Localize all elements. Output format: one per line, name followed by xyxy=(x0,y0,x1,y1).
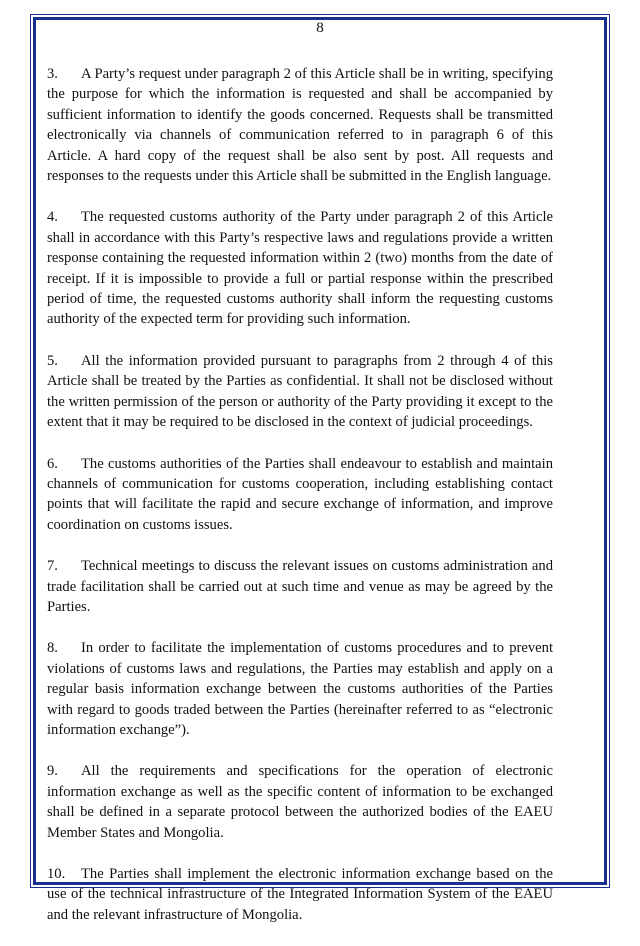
paragraph-text: All the requirements and specifications for the operation of electronic information exchange as well as the specific content of information to be exchanged shall be defined in a separate protocol between the authorized bodies of the EAEU Member States and Mongolia. xyxy=(47,763,553,841)
paragraph-number: 7. xyxy=(47,558,58,575)
paragraph-number: 5. xyxy=(47,352,58,369)
paragraph-text: The requested customs authority of the Party under paragraph 2 of this Article shall in accordance with this Party’s respective laws and regulations provide a written response containing the requested information within 2 (two) months from the date of receipt. If it is impossible to provide a full or partial response within the prescribed period of time, the requested customs authority shall inform the requesting customs authority of the expected term for providing such information. xyxy=(47,209,553,328)
paragraph-number: 8. xyxy=(47,640,58,657)
paragraph-number: 6. xyxy=(47,455,58,472)
paragraph-number: 4. xyxy=(47,209,58,226)
paragraph-8 xyxy=(47,638,553,740)
paragraph-7 xyxy=(47,556,553,617)
paragraph-text: All the information provided pursuant to paragraphs from 2 through 4 of this Article shall be treated by the Parties as confidential. It shall not be disclosed without the written permission of the person or authority of the Party providing it except to the extent that it may be required to be disclosed in the context of judicial proceedings. xyxy=(47,352,553,431)
paragraph-text: A Party’s request under paragraph 2 of this Article shall be in writing, specifying the purpose for which the information is requested and shall be accompanied by sufficient information to identify the goods concerned. Requests shall be transmitted electronically via channels of communication referred to in paragraph 6 of this Article. A hard copy of the request shall be also sent by post. All requests and responses to the requests under this Article shall be submitted in the English language. xyxy=(47,66,553,185)
paragraph-text: The customs authorities of the Parties shall endeavour to establish and maintain channels of communication for customs cooperation, including establishing contact points that will facilitate the rapid and secure exchange of information, and improve coordination on customs issues. xyxy=(47,455,553,533)
paragraph-number: 9. xyxy=(47,763,58,780)
paragraph-text: The Parties shall implement the electronic information exchange based on the use of the technical infrastructure of the Integrated Information System of the EAEU and the relevant infrastructure of Mongolia. xyxy=(47,866,553,923)
paragraph-text: Technical meetings to discuss the relevant issues on customs administration and trade facilitation shall be carried out at such time and venue as may be agreed by the Parties. xyxy=(47,558,553,615)
paragraph-4 xyxy=(47,207,553,329)
page-number: 8 xyxy=(316,20,324,36)
paragraph-text: In order to facilitate the implementation of customs procedures and to prevent violations of customs laws and regulations, the Parties may establish and apply on a regular basis information exchange between the customs authorities of the Parties with regard to goods traded between the Parties (hereinafter referred to as “electronic information exchange”). xyxy=(47,640,553,738)
paragraph-9 xyxy=(47,761,553,843)
paragraph-number: 10. xyxy=(47,866,66,882)
paragraph-5 xyxy=(47,351,553,433)
paragraph-10 xyxy=(47,864,553,925)
paragraph-3 xyxy=(47,64,553,186)
document-body xyxy=(47,64,553,946)
paragraph-number: 3. xyxy=(47,66,58,82)
paragraph-6 xyxy=(47,454,553,536)
